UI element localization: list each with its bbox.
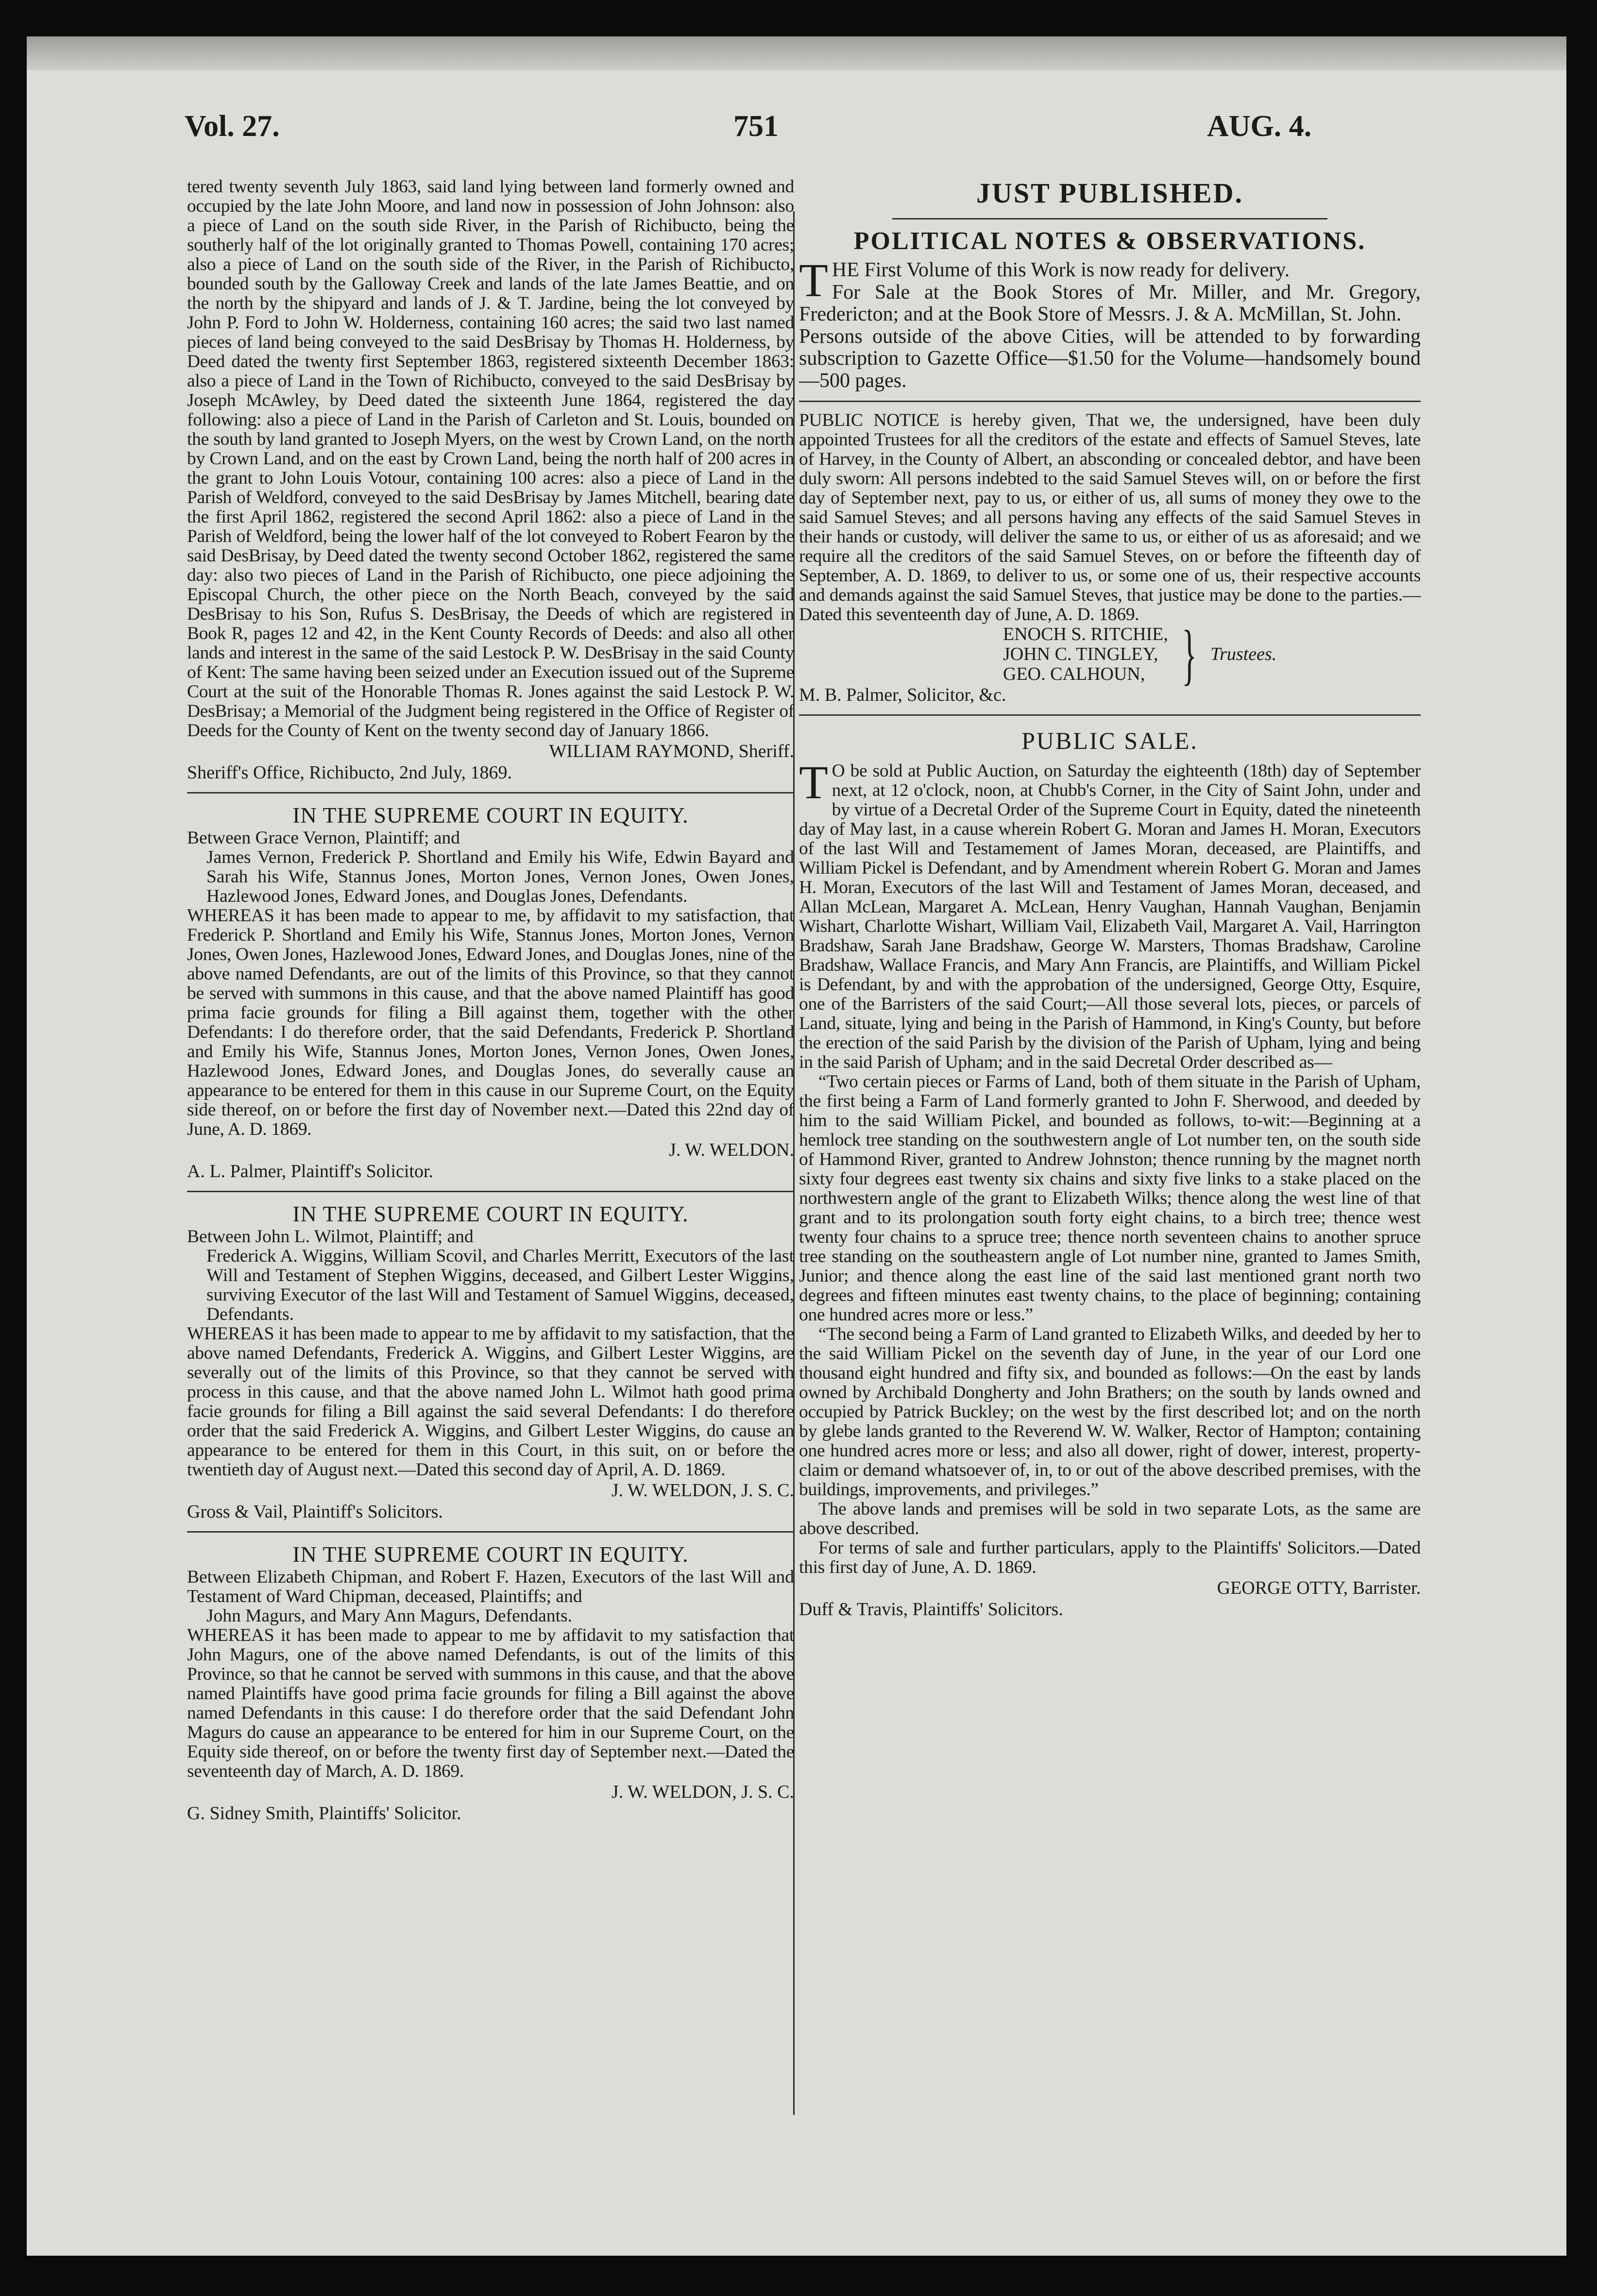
brace-glyph: } [1182,616,1197,692]
notice-heading: IN THE SUPREME COURT IN EQUITY. [292,1542,689,1567]
notice-body: WHEREAS it has been made to appear to me, by affidavit to my satisfaction, that Frederick P. Shortland and Emily his Wife, Stannus Jones, Morton Jones, Vernon Jones, Owen Jones, Hazlewood Jones, Edward Jones, and Douglas Jones, nine of the above named Defendants, are out of the limits of this Province, so that they cannot be served with summons in this cause, and that the above named Plaintiff has good prima facie grounds for filing a Bill against them, together with the other Defendants: I do therefore order, that the said Defendants, Frederick P. Shortland and Emily his Wife, Stannus Jones, Morton Jones, Vernon Jones, Owen Jones, Hazlewood Jones, Edward Jones, and Douglas Jones, do severally cause an appearance to be entered for them in this cause in our Supreme Court, on the Equity side thereof, on or before the first day of November next.—Dated this 22nd day of June, A. D. 1869. [187,906,794,1139]
judge-signature: J. W. WELDON, J. S. C. [611,1782,794,1802]
solicitor-line: G. Sidney Smith, Plaintiffs' Solicitor. [187,1803,461,1823]
public-sale-intro: TO be sold at Public Auction, on Saturday the eighteenth (18th) day of September next, at 12 o'clock, noon, at Chubb's Corner, in the City of Saint John, under and by virtue of a Decretal Order of the Supreme Court in Equity, dated the nineteenth day of May last, in a cause wherein Robert G. Moran and James H. Moran, Executors of the last Will and Testamement of James Moran, deceased, are Plaintiffs, and William Pickel is Defendant, and by Amendment wherein Robert G. Moran and James H. Moran, Executors of the last Will and Testament of James Moran, deceased, and Allan McLean, Margaret A. McLean, Henry Vaughan, Hannah Vaughan, Benjamin Wishart, Charlotte Wishart, William Vail, Elizabeth Vail, Margaret A. Vail, Harrington Bradshaw, Sarah Jane Bradshaw, George W. Marsters, Thomas Bradshaw, Caroline Bradshaw, Wallace Francis, and Mary Ann Francis, are Plaintiffs, and William Pickel is Defendant, by and with the approbation of the undersigned, George Otty, Esquire, one of the Barristers of the said Court;—All those several lots, pieces, or parcels of Land, situate, lying and being in the Parish of Hammond, in King's County, but before the erection of the said Parish by the division of the Parish of Upham, lying and being in the said Parish of Upham; and in the said Decretal Order described as— [799,757,1421,1072]
divider [799,401,1421,402]
right-column [799,177,1421,1620]
sheriff-signature: WILLIAM RAYMOND, Sheriff. [549,741,794,761]
notice-parties: Between Elizabeth Chipman, and Robert F. Hazen, Executors of the last Will and Testament of Ward Chipman, deceased, Plaintiffs; and [187,1567,794,1606]
notice-heading: IN THE SUPREME COURT IN EQUITY. [292,1201,689,1226]
second-farm-description: “The second being a Farm of Land granted to Elizabeth Wilks, and deeded by her to the said William Pickel on the seventh day of June, in the year of our Lord one thousand eight hundred and fifty six, and bounded as follows:—On the east by lands owned by Archibald Dongherty and John Brathers; on the south by lands owned and occupied by Patrick Buckley; on the west by the first described lot; and on the north by glebe lands granted to the Reverend W. W. Walker, Rector of Hampton; containing one hundred acres more or less; and also all dower, right of dower, interest, property-claim or demand whatsoever of, in, to or out of the above described premises, with the buildings, improvements, and privileges.” [799,1324,1421,1500]
trustees-notice-body: PUBLIC NOTICE is hereby given, That we, the undersigned, have been duly appointed Trustees for all the creditors of the estate and effects of Samuel Steves, late of Harvey, in the County of Albert, an absconding or concealed debtor, and have been duly sworn: All persons indebted to the said Samuel Steves will, on or before the first day of September next, pay to us, or either of us, all sums of money they owe to the said Samuel Steves; and all persons having any effects of the said Samuel Steves in their hands or custody, will deliver the same to us, or either of us as aforesaid; and we require all the creditors of the said Samuel Steves, on or before the fifteenth day of September, A. D. 1869, to deliver to us, or some one of us, their respective accounts and demands against the said Samuel Steves, that justice may be done to the parties.—Dated this seventeenth day of June, A. D. 1869. [799,410,1421,625]
book-subscription: Persons outside of the above Cities, will be attended to by forwarding subscription to Gazette Office—$1.50 for the Volume—handsomely bound—500 pages. [799,325,1421,392]
judge-signature: J. W. WELDON. [669,1140,794,1160]
just-published-heading: JUST PUBLISHED. [976,177,1243,209]
lots-note: The above lands and premises will be sold in two separate Lots, as the same are above described. [799,1499,1421,1538]
volume-number: Vol. 27. [185,110,280,143]
issue-date: AUG. 4. [1207,110,1312,143]
solicitor-line: Duff & Travis, Plaintiffs' Solicitors. [799,1599,1063,1620]
book-sale-locations: For Sale at the Book Stores of Mr. Miller, and Mr. Gregory, Fredericton; and at the Book Store of Messrs. J. & A. McMillan, St. John. [799,281,1421,325]
trustee-name: GEO. CALHOUN, [1003,664,1145,684]
solicitor-line: M. B. Palmer, Solicitor, &c. [799,685,1006,705]
notice-body: WHEREAS it has been made to appear to me by affidavit to my satisfaction, that the above named Defendants, Frederick A. Wiggins, and Gilbert Lester Wiggins, are severally out of the limits of this Province, so that they cannot be served with process in this cause, and that the above named John L. Wilmot hath good prima facie grounds for filing a Bill against the said several Defendants: I do therefore order that the said Frederick A. Wiggins, and Gilbert Lester Wiggins, do cause an appearance to be entered for them in this Court, in this suit, on or before the twentieth day of August next.—Dated this second day of April, A. D. 1869. [187,1324,794,1480]
sheriff-sale-continuation: tered twenty seventh July 1863, said land lying between land formerly owned and occupied by the late John Moore, and land now in possession of John Johnson: also a piece of Land on the south side River, in the Parish of Richibucto, being the southerly half of the lot originally granted to Thomas Powell, containing 170 acres; also a piece of Land on the south side of the River, in the Parish of Richibucto, bounded south by the Galloway Creek and lands of the late James Beattie, and on the north by the shipyard and lands of J. & T. Jardine, being the lot conveyed by John P. Ford to John W. Holderness, containing 160 acres; the said two last named pieces of land being conveyed to the said DesBrisay by Thomas H. Holderness, by Deed dated the twenty first September 1863, registered sixteenth December 1863: also a piece of Land in the Town of Richibucto, conveyed to the said DesBrisay by Joseph McAwley, by Deed dated the sixteenth June 1864, registered the day following: also a piece of Land in the Parish of Carleton and St. Louis, bounded on the south by land granted to Joseph Myers, on the west by Crown Land, on the north by Crown Land, and on the east by Crown Land, being the north half of 200 acres in the grant to John Louis Votour, containing 100 acres: also a piece of Land in the Parish of Weldford, conveyed to the said DesBrisay by James Mitchell, bearing date the first April 1862, registered the second April 1862: also a piece of Land in the Parish of Weldford, being the lower half of the lot conveyed to Robert Fearon by the said DesBrisay, by Deed dated the twenty second October 1862, registered the same day: also two pieces of Land in the Parish of Richibucto, one piece adjoining the Episcopal Church, the other piece on the North Beach, conveyed by the said DesBrisay to his Son, Rufus S. DesBrisay, the Deeds of which are registered in Book R, pages 12 and 42, in the Kent County Records of Deeds: and also all other lands and interest in the same of the said Lestock P. W. DesBrisay in the said County of Kent: The same having been seized under an Execution issued out of the Supreme Court at the suit of the Honorable Thomas R. Jones against the said Lestock P. W. DesBrisay; a Memorial of the Judgment being registered in the Office of Register of Deeds for the County of Kent on the twenty second day of January 1866. [187,177,794,741]
judge-signature: J. W. WELDON, J. S. C. [611,1480,794,1501]
barrister-signature: GEORGE OTTY, Barrister. [1217,1578,1421,1598]
divider [187,1531,794,1533]
solicitor-line: A. L. Palmer, Plaintiff's Solicitor. [187,1161,434,1182]
divider [187,1191,794,1192]
first-farm-description: “Two certain pieces or Farms of Land, both of them situate in the Parish of Upham, the first being a Farm of Land formerly granted to John F. Sherwood, and deeded by him to the said William Pickel, and bounded as follows, to-wit:—Beginning at a hemlock tree standing on the southwestern angle of Lot number ten, on the south side of Hammond River, granted to Andrew Johnston; thence running by the magnet north sixty four degrees east twenty six chains and sixty five links to a stake placed on the northwestern angle of the grant to Elizabeth Wilks; thence along the west line of that grant and to its prolongation south forty eight chains, to a birch tree; thence west twenty four chains to a spruce tree; thence north seventeen chains to another spruce tree standing on the southeastern angle of Lot number nine, granted to James Smith, Junior; and thence along the east line of the said last mentioned grant north two degrees and fifteen minutes east twenty chains, to the place of beginning; containing one hundred acres more or less.” [799,1072,1421,1325]
solicitor-line: Gross & Vail, Plaintiff's Solicitors. [187,1502,443,1522]
notice-heading: IN THE SUPREME COURT IN EQUITY. [292,803,689,827]
divider [892,218,1327,219]
book-title: POLITICAL NOTES & OBSERVATIONS. [853,227,1366,255]
trustee-name: JOHN C. TINGLEY, [1003,644,1158,664]
notice-parties: Between John L. Wilmot, Plaintiff; and [187,1227,474,1247]
sheriff-office-line: Sheriff's Office, Richibucto, 2nd July, 1869. [187,762,512,783]
notice-defendants: John Magurs, and Mary Ann Magurs, Defendants. [206,1606,573,1626]
divider [799,714,1421,716]
terms-note: For terms of sale and further particulars, apply to the Plaintiffs' Solicitors.—Dated this first day of June, A. D. 1869. [799,1538,1421,1577]
book-announcement: THE First Volume of this Work is now ready for delivery. [799,254,1290,307]
torn-top-edge [27,36,1566,70]
left-column [187,177,794,1824]
notice-body: WHEREAS it has been made to appear to me by affidavit to my satisfaction that John Magurs, one of the above named Defendants, is out of the limits of this Province, so that he cannot be served with summons in this cause, and that the above named Plaintiffs have good prima facie grounds for filing a Bill against the above named Defendants in this cause: I do therefore order that the said Defendant John Magurs do cause an appearance to be entered for him in our Supreme Court, on the Equity side thereof, on or before the twenty first day of September next.—Dated the seventeenth day of March, A. D. 1869. [187,1625,794,1781]
trustees-signatures [1003,616,1421,692]
trustee-name: ENOCH S. RITCHIE, [1003,624,1168,644]
notice-parties: Between Grace Vernon, Plaintiff; and [187,828,460,848]
newspaper-page [27,36,1566,2256]
trustees-label: Trustees. [1210,644,1277,664]
divider [187,792,794,793]
notice-defendants: James Vernon, Frederick P. Shortland and Emily his Wife, Edwin Bayard and Sarah his Wife, Stannus Jones, Morton Jones, Vernon Jones, Owen Jones, Hazlewood Jones, Edward Jones, and Douglas Jones, Defendants. [206,847,794,906]
notice-defendants: Frederick A. Wiggins, William Scovil, and Charles Merritt, Executors of the last Will and Testament of Stephen Wiggins, deceased, and Gilbert Lester Wiggins, surviving Executor of the last Will and Testament of Samuel Wiggins, deceased, Defendants. [206,1246,794,1324]
page-number: 751 [733,110,779,143]
public-sale-heading: PUBLIC SALE. [1021,727,1198,754]
